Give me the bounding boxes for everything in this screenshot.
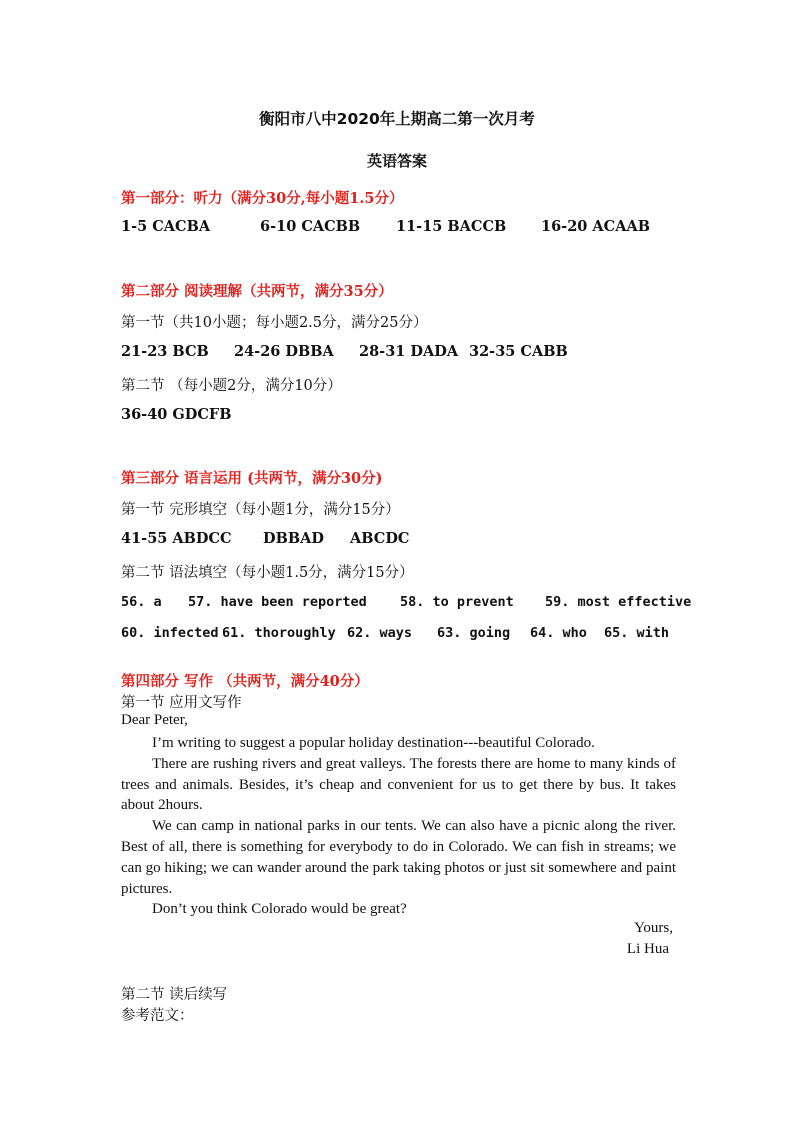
grammar-answer: 56. a	[121, 594, 162, 610]
answer-group: 16-20 ACAAB	[541, 218, 650, 235]
letter-body	[121, 733, 676, 920]
grammar-answer: 63. going	[437, 625, 511, 641]
grammar-answer: 59. most effective	[545, 594, 692, 610]
part4-section1-heading: 第一节 应用文写作	[121, 695, 242, 711]
part3-section1-heading: 第一节 完形填空（每小题1分，满分15分）	[121, 502, 400, 518]
answer-group: 11-15 BACCB	[396, 218, 507, 235]
grammar-answer: 57. have been reported	[188, 594, 367, 610]
answer-group: 24-26 DBBA	[234, 343, 334, 360]
answer-group: 6-10 CACBB	[260, 218, 361, 235]
answer-group: 41-55 ABDCC	[121, 530, 232, 547]
document-subtitle: 英语答案	[366, 152, 427, 170]
part2-section2-answers: 36-40 GDCFB	[121, 406, 232, 423]
answer-group: ABCDC	[350, 530, 410, 547]
document-title: 衡阳市八中2020年上期高二第一次月考	[259, 110, 535, 128]
answer-group: DBBAD	[263, 530, 324, 547]
part2-heading: 第二部分 阅读理解（共两节，满分35分）	[121, 283, 393, 300]
sample-essay-label: 参考范文：	[121, 1008, 194, 1024]
part2-section2-heading: 第二节 （每小题2分，满分10分）	[121, 378, 342, 394]
part4-section2-heading: 第二节 读后续写	[121, 987, 228, 1003]
grammar-answer: 65. with	[604, 625, 670, 641]
grammar-answer: 60. infected	[121, 625, 219, 641]
letter-signature: Li Hua	[626, 941, 669, 957]
letter-closing: Yours,	[634, 920, 673, 936]
grammar-answer: 62. ways	[347, 625, 413, 641]
grammar-answer: 61. thoroughly	[222, 625, 336, 641]
part4-heading: 第四部分 写作 （共两节，满分40分）	[121, 673, 369, 690]
answer-group: 28-31 DADA	[359, 343, 459, 360]
grammar-answer: 58. to prevent	[400, 594, 514, 610]
answer-group: 21-23 BCB	[121, 343, 209, 360]
letter-paragraph: There are rushing rivers and great valleys. The forests there are home to many kinds of trees and animals. Besides, it’s cheap and convenient for us to get there by bus. It takes about 2hours.	[121, 755, 676, 814]
grammar-answer: 64. who	[530, 625, 587, 641]
letter-salutation: Dear Peter,	[121, 712, 188, 728]
letter-paragraph: We can camp in national parks in our tents. We can also have a picnic along the river. Best of all, there is something for everybody to do in Colorado. We can fish in streams; we can go hiking; we can wander around the park taking photos or just sit somewhere and paint pictures.	[121, 818, 676, 897]
part2-section1-heading: 第一节（共10小题；每小题2.5分，满分25分）	[121, 315, 428, 331]
letter-paragraph: Don’t you think Colorado would be great?	[152, 901, 407, 918]
part3-section2-heading: 第二节 语法填空（每小题1.5分，满分15分）	[121, 565, 414, 581]
letter-paragraph: I’m writing to suggest a popular holiday destination---beautiful Colorado.	[152, 735, 595, 751]
part3-heading: 第三部分 语言运用 (共两节，满分30分)	[121, 470, 383, 487]
part1-heading: 第一部分：听力（满分30分,每小题1.5分）	[121, 190, 404, 207]
answer-group: 32-35 CABB	[469, 343, 568, 360]
answer-group: 1-5 CACBA	[121, 218, 211, 235]
